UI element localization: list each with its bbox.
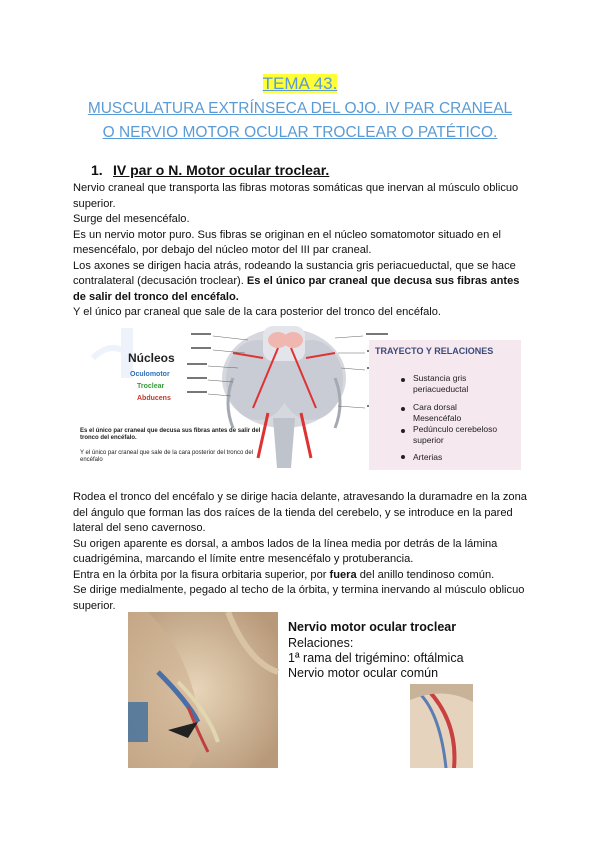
subtitle-line-2: O NERVIO MOTOR OCULAR TROCLEAR O PATÉTICO. (102, 124, 498, 141)
relation-item: 1ª rama del trigémino: oftálmica (288, 651, 464, 665)
figure-caption-bold: Es el único par craneal que decusa sus fibras antes de salir del tronco del encéfalo. (80, 428, 261, 441)
nucleus-label-abducens: Abducens (137, 395, 171, 402)
orbit-figure-title: Nervio motor ocular troclear (288, 620, 457, 634)
nucleus-label-oculomotor: Oculomotor (130, 371, 170, 378)
trayecto-title: TRAYECTO Y RELACIONES (375, 346, 494, 356)
paragraph: Surge del mesencéfalo. (73, 213, 190, 225)
section-heading (91, 162, 329, 178)
relation-item: Nervio motor ocular común (288, 666, 439, 680)
body-text (73, 490, 535, 614)
relaciones-label: Relaciones: (288, 636, 354, 650)
paragraph: Los axones se dirigen hacia atrás, rodeando la sustancia gris periacueductal, que se hace contralateral (decusación troclear). Es el único par craneal que decusa sus fibras antes de salir del tronco del encéfalo. (73, 259, 520, 303)
paragraph: Se dirige medialmente, pegado al techo de la órbita, y termina inervando al músculo oblicuo superior. (73, 584, 525, 612)
document-subtitle (0, 97, 600, 145)
intro-text (73, 181, 535, 321)
orbit-figure (128, 612, 473, 768)
paragraph: Y el único par craneal que sale de la cara posterior del tronco del encéfalo. (73, 306, 441, 318)
section-heading-text: IV par o N. Motor ocular troclear. (113, 162, 330, 178)
figure-caption: Y el único par craneal que sale de la cara posterior del tronco del encéfalo (80, 450, 253, 463)
section-number: 1. (91, 162, 103, 178)
trayecto-item: Cara dorsal Mesencéfalo (413, 402, 462, 423)
nucleus-label-troclear: Troclear (137, 383, 165, 390)
nucleos-title: Núcleos (128, 351, 175, 365)
brainstem-figure (73, 318, 523, 470)
trayecto-item: Arterias (413, 452, 443, 462)
trayecto-item: Sustancia gris periacueductal (413, 373, 469, 394)
paragraph: Nervio craneal que transporta las fibras motoras somáticas que inervan al músculo oblicuo superior. (73, 182, 519, 210)
trayecto-item: Pedúnculo cerebeloso superior (413, 424, 498, 445)
paragraph: Su origen aparente es dorsal, a ambos lados de la línea media por detrás de la lámina cuadrigémina, marcando el límite entre mesencéfalo y protuberancia. (73, 537, 498, 565)
subtitle-line-1: MUSCULATURA EXTRÍNSECA DEL OJO. IV PAR CRANEAL (87, 100, 513, 117)
paragraph: Entra en la órbita por la fisura orbitaria superior, por fuera del anillo tendinoso común. (73, 568, 495, 581)
paragraph: Es un nervio motor puro. Sus fibras se originan en el núcleo somatomotor situado en el mesencéfalo, por debajo del núcleo motor del III par craneal. (73, 228, 501, 256)
document-title: TEMA 43. (262, 74, 338, 93)
paragraph: Rodea el tronco del encéfalo y se dirige hacia delante, atravesando la duramadre en la zona del ángulo que forman las dos raíces de la tienda del cerebelo, y se introduce en la pared lateral del seno cavernoso. (73, 491, 527, 534)
